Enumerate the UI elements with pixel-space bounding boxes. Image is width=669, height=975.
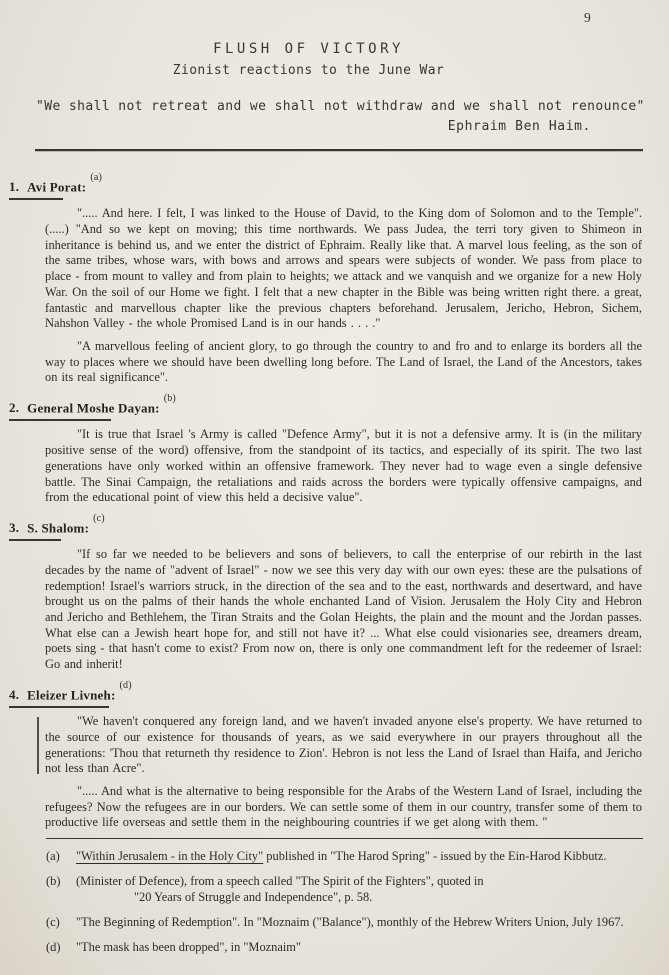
section-author-name: S. Shalom:: [27, 520, 90, 536]
footnote-line: (Minister of Defence), from a speech called "The Spirit of the Fighters", quoted in: [76, 874, 484, 889]
section-heading: [9, 679, 669, 703]
quote-paragraph: "A marvellous feeling of ancient glory, to go through the country to and fro and to enlarge its borders all the way to places where we should have been dwelling long before. The Land of Israel, the Land of the Ancestors, takes on its real significance".: [45, 338, 642, 385]
quote-paragraph: "..... And what is the alternative to being responsible for the Arabs of the Western Land of Israel, including the refugees? Now the refugees are in our borders. We can settle some of them in our country, transfer some of them to productive life overseas and settle them in the neighbouring countries if we get along with them. ": [45, 784, 642, 830]
footnote-reference: (a): [90, 172, 103, 183]
quote-paragraph: "If so far we needed to be believers and sons of believers, to call the enterprise of our rebirth in the last decades by the name of "advent of Israel" - now we see this very day with our own eyes: these are the pulsations of redemption! Israel's warriors struck, in the direction of the sea and to the east, northwards and desertward, and have brought us on the palms of their hands the whole enchanted Land of Vision. Jerusalem the Holy City and Hebron and Jericho and Bethlehem, the Tiran Straits and the Golan Heights, the plain and the mount and the Jordan passes. What else can a Jewish heart hope for, and still not have it? ... What else could visionaries see, dreamers dream, poets sing - that hasn't come to exist? From now on, there is only one commandment left for the redeemer of Israel: Go and inherit!: [45, 547, 642, 672]
section-heading-underline: [9, 419, 111, 421]
epigraph-attribution: Ephraim Ben Haim.: [447, 119, 591, 134]
footnote-text: [76, 914, 645, 930]
section-number: 4.: [9, 687, 20, 703]
document-section: [0, 679, 669, 831]
footnote-text: [76, 848, 645, 864]
footnote-reference: (c): [93, 512, 105, 524]
document-header: [0, 41, 669, 78]
footnote-line: [76, 848, 645, 864]
section-heading-underline: [9, 198, 63, 200]
document-title: FLUSH OF VICTORY: [213, 41, 404, 57]
footnote-reference: (b): [163, 393, 176, 405]
header-divider-rule: [35, 149, 643, 151]
footnote: [46, 873, 645, 905]
footnote-line-rest: published in "The Harod Spring" - issued by the Ein-Harod Kibbutz.: [263, 849, 607, 864]
footnote-text: [76, 939, 645, 955]
section-heading: [9, 393, 669, 416]
quote-paragraph: "It is true that Israel 's Army is called "Defence Army", but it is not a defensive army. It is (in the military positive sense of the word) offensive, from the standpoint of its tactics, and especially of its spirit. The two last generations have only worked within an offensive framework. They never had to wage even a single defensive battle. The Sinai Campaign, the retaliations and raids across the borders were typically offensive campaigns, and from the educational point of view this held a decisive value".: [45, 427, 642, 505]
section-heading: [9, 172, 669, 195]
sections-container: [0, 172, 669, 831]
footnote-line: "The mask has been dropped", in "Moznaim": [76, 940, 301, 955]
section-heading: [9, 512, 669, 536]
epigraph-quote: "We shall not retreat and we shall not withdraw and we shall not renounce": [36, 99, 645, 114]
footnote-label: (c): [46, 915, 60, 930]
document-section: [0, 512, 669, 673]
footnote-label: (d): [46, 940, 61, 955]
section-heading-underline: [9, 706, 109, 708]
quote-paragraph: "We haven't conquered any foreign land, and we haven't invaded anyone else's property. We have returned to the source of our existence for thousands of years, as we said everywhere in our prayers throughout all the generations: 'Thou that returneth thy residence to Zion'. Hebron is not less the Land of Israel than Haifa, and Jericho not less than Acre".: [45, 714, 642, 776]
quote-paragraph: "..... And here. I felt, I was linked to the House of David, to the King dom of Solomon and to the Temple". (.....) "And so we kept on moving; this time northwards. We pass Judea, the terri tory given to Shimeon in inheritance is behind us, and we enter the district of Ephraim. Really like that. A marvel lous feeling, as the son of the same tribes, whose wars, with bows and arrows and spears were subjects of wonder. We pass from place to place - from mount to valley and from plain to heights; we attack and we vanquish and we organize for a new Holy War. On the soil of our Home we fight. I felt that a new chapter in the Bible was being written right there. a great, fantastic and marvellous chapter like the previous chapters beforehand. Jerusalem, Jericho, Hebron, Sichem, Nahshon Valley - the whole Promised Land is in our hands . . . .": [45, 206, 642, 331]
footnote: [46, 939, 645, 955]
page-number: 9: [584, 10, 591, 25]
footnote-label: (b): [46, 874, 61, 889]
section-heading-underline: [9, 539, 61, 541]
section-author-name: Eleizer Livneh:: [27, 687, 116, 703]
section-number: 1.: [9, 179, 20, 195]
footnotes-container: [0, 848, 669, 955]
document-section: [0, 172, 669, 386]
footnote-divider-rule: [46, 838, 643, 839]
footnote-reference: (d): [119, 679, 132, 691]
footnote-line: "20 Years of Struggle and Independence", p. 58.: [134, 890, 373, 905]
document-section: [0, 393, 669, 506]
section-author-name: General Moshe Dayan:: [27, 400, 160, 416]
document-subtitle: Zionist reactions to the June War: [172, 63, 445, 78]
footnote: [46, 848, 645, 864]
epigraph: [0, 99, 669, 134]
footnote-text: [76, 873, 645, 905]
footnote-title-underlined: "Within Jerusalem - in the Holy City": [76, 849, 264, 864]
section-number: 2.: [9, 400, 20, 416]
section-number: 3.: [9, 520, 20, 536]
footnote-label: (a): [46, 849, 60, 864]
footnote-line: "The Beginning of Redemption". In "Moznaim ("Balance"), monthly of the Hebrew Writers Union, July 1967.: [76, 915, 624, 930]
footnote: [46, 914, 645, 930]
section-author-name: Avi Porat:: [27, 179, 87, 195]
